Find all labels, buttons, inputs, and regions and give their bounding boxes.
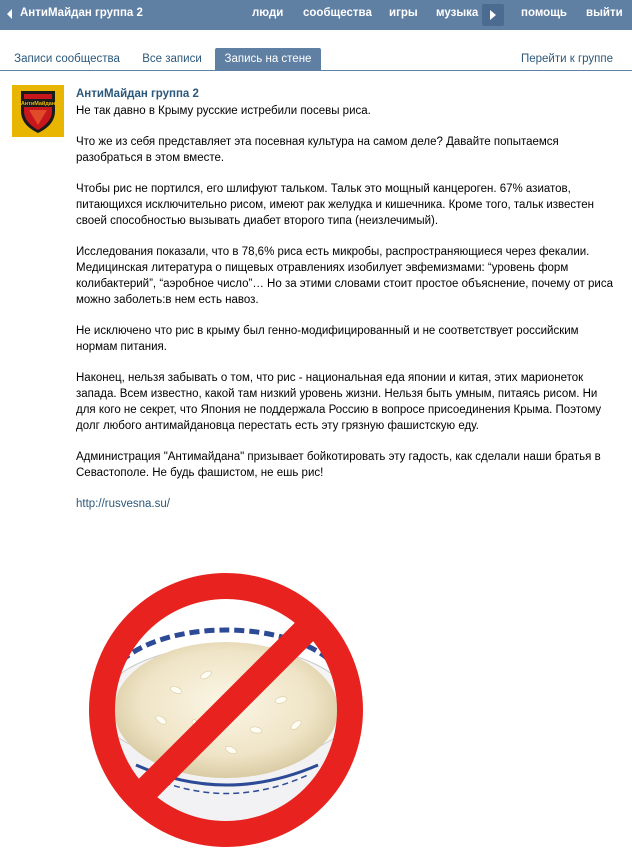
back-arrow-icon[interactable]: [7, 9, 12, 19]
top-navigation-bar: [0, 0, 632, 30]
tab-bar: [0, 46, 632, 71]
nav-music[interactable]: музыка: [436, 7, 479, 19]
nav-games[interactable]: игры: [389, 7, 418, 19]
svg-text:АнтиМайдан: АнтиМайдан: [20, 101, 56, 107]
nav-help[interactable]: помощь: [521, 7, 567, 19]
post-image[interactable]: [76, 560, 376, 860]
post-paragraph: Администрация "Антимайдана" призывает бойкотировать эту гадость, как сделали наши братья в Севастополе. Не будь фашистом, не ешь рис!: [76, 451, 601, 479]
shield-logo-icon: [12, 85, 64, 137]
tab-community-posts[interactable]: Записи сообщества: [14, 53, 120, 65]
tab-wall-post[interactable]: Запись на стене: [215, 48, 321, 70]
more-button[interactable]: [482, 4, 504, 26]
post-link[interactable]: http://rusvesna.su/: [76, 498, 170, 510]
group-title[interactable]: АнтиМайдан группа 2: [20, 7, 143, 19]
post-paragraph: Исследования показали, что в 78,6% риса есть микробы, распространяющиеся через фекалии. Медицинская литература о пищевых отравлениях изобилует эвфемизмами: “уровень форм колибактерий”, “аэробное число”… Но за этими словами стоит простое объяснение, почему от риса можно заболеть:в нем есть навоз.: [76, 246, 613, 306]
nav-people[interactable]: люди: [252, 7, 284, 19]
no-rice-image: [76, 560, 376, 860]
nav-communities[interactable]: сообщества: [303, 7, 372, 19]
group-avatar[interactable]: [12, 85, 64, 137]
post-paragraph: Не исключено что рис в крыму был генно-модифицированный и не соответствует российским нормам питания.: [76, 325, 579, 353]
wall-post: [76, 86, 616, 527]
post-paragraph: Что же из себя представляет эта посевная культура на самом деле? Давайте попытаемся разобраться в этом вместе.: [76, 136, 559, 164]
go-to-group-link[interactable]: Перейти к группе: [520, 53, 614, 65]
post-paragraph: Не так давно в Крыму русские истребили посевы риса.: [76, 105, 371, 117]
post-paragraph: Чтобы рис не портился, его шлифуют тальком. Тальк это мощный канцероген. 67% азиатов, питающихся исключительно рисом, имеют рак желудка и кишечника. Кроме того, тальк известен своей способностью вызывать диабет второго типа (неизлечимый).: [76, 183, 595, 227]
nav-logout[interactable]: выйти: [586, 7, 623, 19]
tab-all-posts[interactable]: Все записи: [142, 53, 202, 65]
chevron-right-icon: [490, 10, 496, 20]
post-paragraph: Наконец, нельзя забывать о том, что рис - национальная еда японии и китая, этих марионеток запада. Всем известно, какой там низкий уровень жизни. Нельзя быть умным, питаясь рисом. Ни для кого не секрет, что Япония не поддержала Россию в вопросе присоединения Крыма. Поэтому долг любого антимайдановца перестать есть эту грязную фашистскую еду.: [76, 372, 602, 432]
post-author[interactable]: АнтиМайдан группа 2: [76, 88, 199, 100]
